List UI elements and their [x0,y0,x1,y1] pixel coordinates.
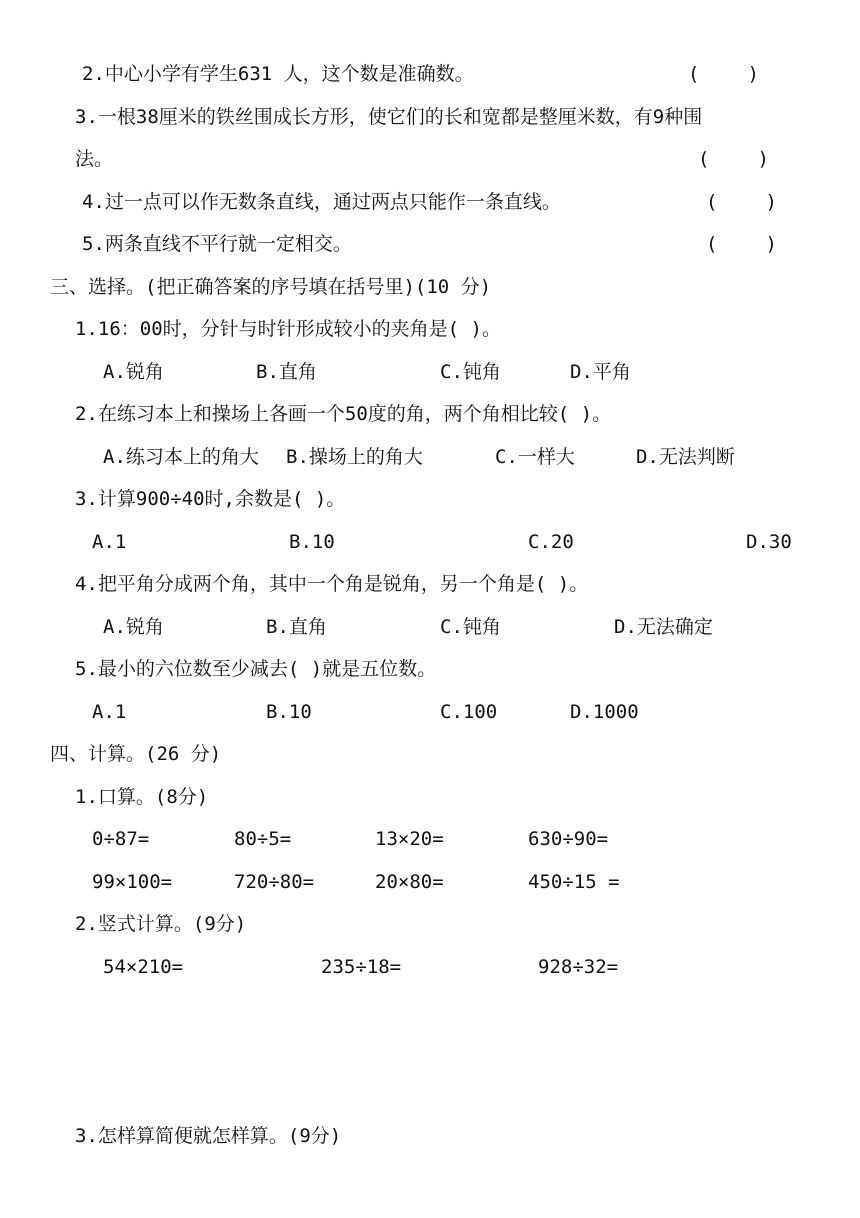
judge-item-3-continuation: 法。 [75,148,114,170]
choice-5-option-a[interactable]: A.1 [92,701,127,723]
answer-paren-4[interactable] [706,193,777,212]
choice-3-option-d[interactable]: D.30 [746,531,792,553]
vertical-calc-title: 2.竖式计算。(9分) [75,913,247,935]
judge-item-2: 2.中心小学有学生631 人，这个数是准确数。 [82,63,474,85]
simple-calc-title: 3.怎样算简便就怎样算。(9分) [75,1125,342,1147]
oral-calc-item: 450÷15 = [528,871,620,893]
paren-right: ) [757,148,769,170]
vertical-calc-item: 235÷18= [321,956,402,978]
answer-paren-3[interactable] [698,150,769,169]
section-heading-choice: 三、选择。(把正确答案的序号填在括号里)(10 分) [50,276,492,298]
choice-5-option-b[interactable]: B.10 [266,701,312,723]
judge-item-5: 5.两条直线不平行就一定相交。 [82,233,352,255]
choice-4-option-d[interactable]: D.无法确定 [614,616,713,638]
judge-item-3: 3.一根38厘米的铁丝围成长方形，使它们的长和宽都是整厘米数，有9种围 [75,106,703,128]
answer-paren-5[interactable] [706,235,777,254]
choice-2-option-d[interactable]: D.无法判断 [636,446,735,468]
choice-question-3: 3.计算900÷40时,余数是( )。 [75,488,346,510]
choice-1-option-a[interactable]: A.锐角 [103,361,164,383]
answer-paren-2[interactable] [688,65,759,84]
choice-5-option-c[interactable]: C.100 [440,701,498,723]
choice-3-option-c[interactable]: C.20 [528,531,574,553]
choice-4-option-a[interactable]: A.锐角 [103,616,164,638]
choice-1-option-b[interactable]: B.直角 [256,361,317,383]
oral-calc-item: 80÷5= [234,828,292,850]
choice-3-option-a[interactable]: A.1 [92,531,127,553]
paren-left: ( [698,148,710,170]
oral-calc-item: 720÷80= [234,871,315,893]
choice-question-2: 2.在练习本上和操场上各画一个50度的角，两个角相比较( )。 [75,403,612,425]
paren-left: ( [706,191,718,213]
vertical-calc-item: 54×210= [103,956,184,978]
choice-2-option-a[interactable]: A.练习本上的角大 [103,446,259,468]
oral-calc-item: 13×20= [375,828,444,850]
paren-right: ) [747,63,759,85]
paren-right: ) [765,191,777,213]
paren-left: ( [688,63,700,85]
oral-calc-item: 630÷90= [528,828,609,850]
choice-2-option-b[interactable]: B.操场上的角大 [286,446,423,468]
oral-calc-item: 20×80= [375,871,444,893]
judge-item-4: 4.过一点可以作无数条直线，通过两点只能作一条直线。 [82,191,561,213]
paren-right: ) [765,233,777,255]
choice-2-option-c[interactable]: C.一样大 [495,446,575,468]
choice-question-4: 4.把平角分成两个角，其中一个角是锐角，另一个角是( )。 [75,573,589,595]
choice-4-option-b[interactable]: B.直角 [266,616,327,638]
choice-4-option-c[interactable]: C.钝角 [440,616,501,638]
choice-3-option-b[interactable]: B.10 [289,531,335,553]
oral-calc-item: 0÷87= [92,828,150,850]
choice-1-option-d[interactable]: D.平角 [570,361,631,383]
oral-calc-title: 1.口算。(8分) [75,786,209,808]
vertical-calc-item: 928÷32= [538,956,619,978]
choice-1-option-c[interactable]: C.钝角 [440,361,501,383]
oral-calc-item: 99×100= [92,871,173,893]
choice-5-option-d[interactable]: D.1000 [570,701,639,723]
choice-question-5: 5.最小的六位数至少减去( )就是五位数。 [75,658,437,680]
section-heading-calculation: 四、计算。(26 分) [50,743,222,765]
choice-question-1: 1.16：00时，分针与时针形成较小的夹角是( )。 [75,318,501,340]
paren-left: ( [706,233,718,255]
